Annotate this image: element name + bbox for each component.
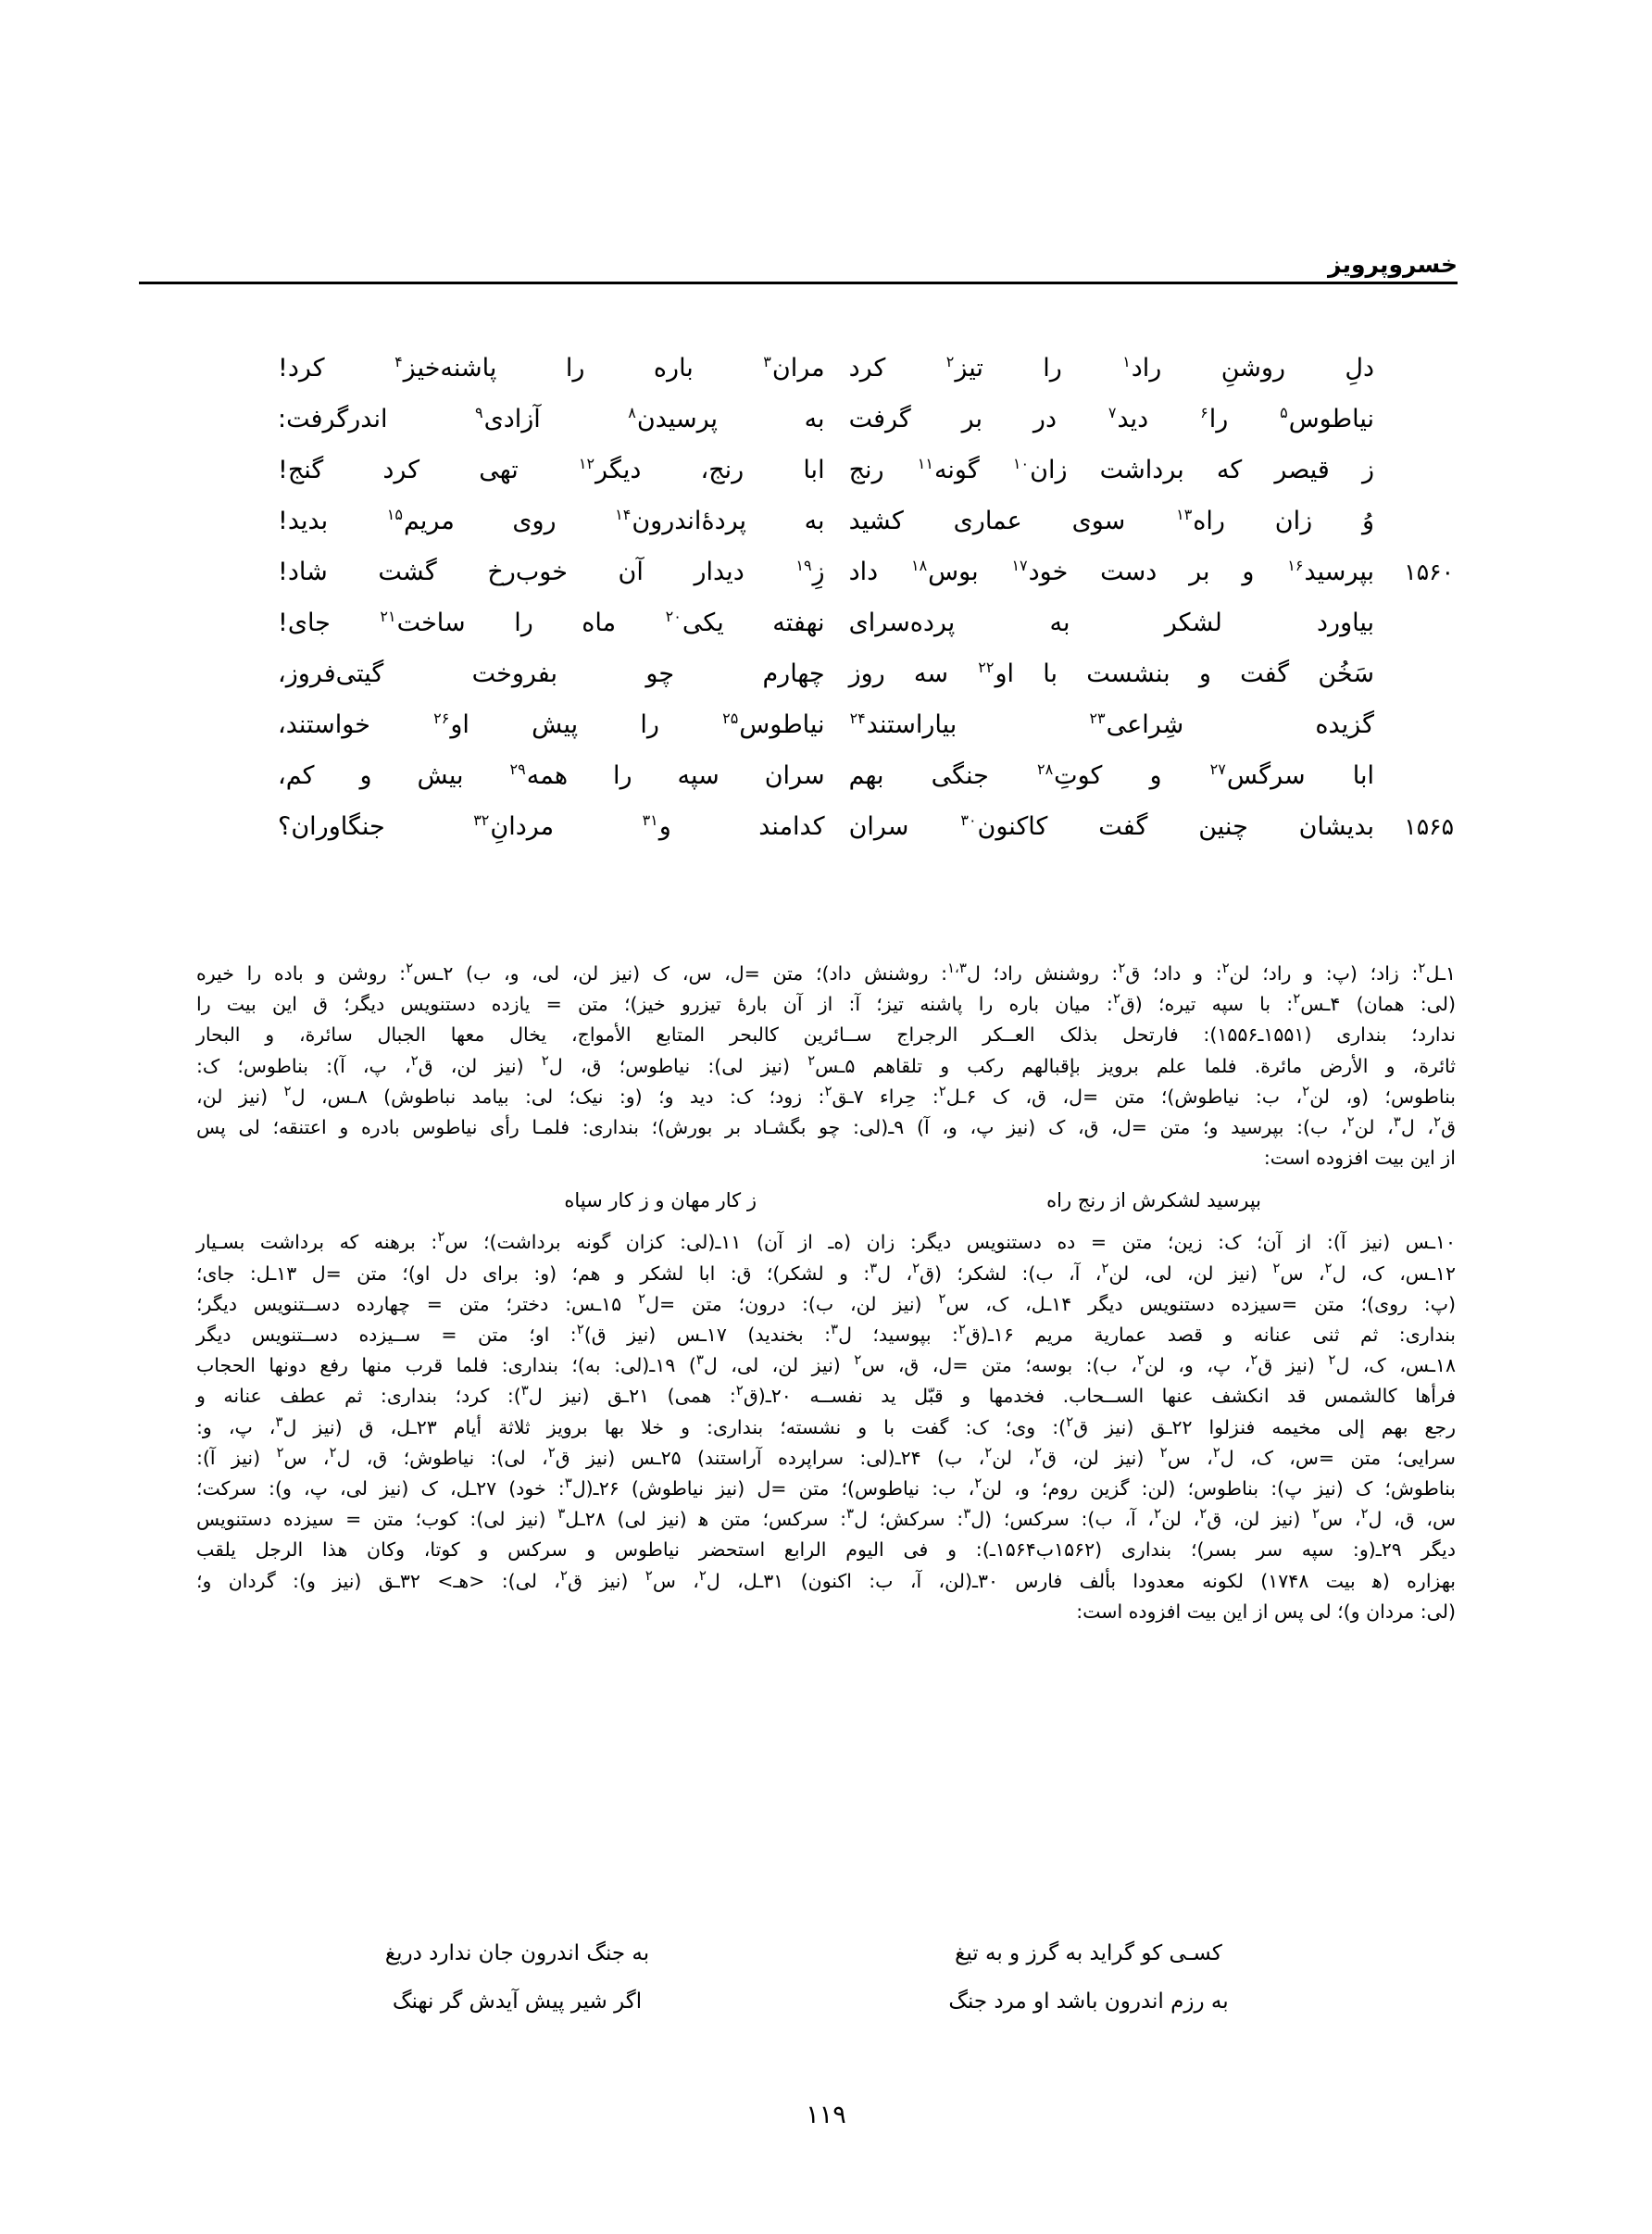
- apparatus-line: از این بیت افزوده است:: [1263, 1147, 1456, 1170]
- added-hemistich-right: به رزم اندرون باشد او مرد جنگ: [948, 1989, 1229, 2014]
- hemistich-right-text: بدیشان چنین گفت کاکنون$^{۳۰}$ سران: [848, 811, 1375, 841]
- apparatus-line: (لی: همان) ۴ـس$^۲$: با سپه تیره؛ (ق$^۲$: میان باره را پاشنه تیز؛ آ: از آن بارهٔ تیزرو خیز)؛ متن = یازده دستنویس دیگر؛ ق این بیت را: [196, 990, 1457, 1016]
- hemistich-right: [825, 761, 1374, 790]
- added-verse-row: [232, 1989, 1374, 2038]
- hemistich-right-text: نیاطوس$^۵$ را$^۶$ دید$^۷$ در بر گرفت: [848, 404, 1375, 433]
- hemistich-right-text: سَخُن گفت و بنشست با او$^{۲۲}$ سه روز: [848, 659, 1374, 688]
- verse-number: ۱۵۶۵: [1404, 813, 1454, 840]
- apparatus-line: ثائرة، و الأرض مائرة. فلما علم برویز بإقبالهم رکب و تلقاهم ۵ـس$^۲$ (نیز لی): نیاطوس؛ ق، ل$^۲$ (نیز لن، ق$^۲$، پ، آ): بناطوس؛ ک:: [196, 1051, 1456, 1077]
- hemistich-right: [825, 557, 1454, 586]
- running-head: [139, 252, 1458, 284]
- inset-hemistich-right: بپرسید لشکرش از رنج راه: [1046, 1189, 1261, 1212]
- apparatus-inset-couplet: [196, 1185, 1456, 1216]
- apparatus-line: ۱۰ـس (نیز آ): از آن؛ ک: زین؛ متن = ده دستنویس دیگر: زان (ه‌ـ از آن) ۱۱ـ(لی: کزان گونه برداشت)؛ س$^۲$: برهنه که برداشت بسـیار: [196, 1228, 1456, 1254]
- added-hemistich-left: اگر شیر پیش آیدش گر نهنگ: [392, 1989, 643, 2014]
- verse-row: [278, 811, 1454, 863]
- hemistich-right-text: بیاورد لشکر به پرده‌سرای: [848, 609, 1374, 637]
- hemistich-left: به پرسیدن$^۸$ آزادی$^۹$ اندرگرفت:: [278, 404, 825, 433]
- apparatus-line: دیگر ۲۹ـ(و: سپه سر بسر)؛ بنداری (۱۵۶۲ب۱۵۶۴ـ): و فی الیوم الرابع استحضر نیاطوس و سرکس و کوتا، وکان هذا الرجل یلقب: [196, 1538, 1457, 1562]
- hemistich-left: زِ$^{۱۹}$ دیدار آن خوب‌رخ گشت شاد!: [278, 557, 825, 586]
- hemistich-left: ابا رنج، دیگر$^{۱۲}$ تهی کرد گنج!: [278, 455, 825, 484]
- hemistich-left: نهفته یکی$^{۲۰}$ ماه را ساخت$^{۲۱}$ جای!: [278, 608, 825, 637]
- apparatus-line: بناطوس؛ (و، لن$^۲$، ب: نیاطوش)؛ متن =ل، ق، ک ۶ـل$^۲$: حِراء ۷ـق$^۲$: زود؛ ک: دید و؛ (و: نیک؛ لی: بیامد نباطوش) ۸ـس، ل$^۲$ (نیز لن،: [196, 1082, 1457, 1108]
- hemistich-left: چهارم چو بفروخت گیتی‌فروز،: [278, 659, 825, 688]
- hemistich-right: [825, 710, 1374, 739]
- hemistich-right: [825, 609, 1374, 637]
- verse-row: [278, 557, 1454, 609]
- running-head-title: خسروپرویز: [1328, 251, 1458, 278]
- apparatus-line: (لی: مردان و)؛ لی پس از این بیت افزوده است:: [1076, 1600, 1456, 1623]
- verse-number: ۱۵۶۰: [1404, 558, 1454, 585]
- hemistich-right-text: وُ زان راه$^{۱۳}$ سوی عماری کشید: [848, 506, 1374, 535]
- hemistich-right: [825, 811, 1454, 841]
- verse-row: [278, 405, 1374, 456]
- hemistich-left: به پردهٔ‌اندرون$^{۱۴}$ روی مریم$^{۱۵}$ بدید!: [278, 506, 825, 535]
- running-head-rule: [139, 282, 1458, 284]
- apparatus-line: ۱۸ـس، ک، ل$^۲$ (نیز ق$^۲$، پ، و، لن$^۲$، ب): بوسه؛ متن =ل، ق، س$^۲$ (نیز لن، لی، ل$^۳$) ۱۹ـ(لی: به)؛ بنداری: فلما قرب منها رفع دونها الحجاب: [196, 1351, 1457, 1377]
- apparatus-line: ندارد؛ بنداری (۱۵۵۱ـ۱۵۵۶): فارتحل بذلک العــکر الرجراج ســائرین کالبحر المتابع الأمواج، یخال معها الجبال سائرة، و البحار: [196, 1023, 1457, 1047]
- apparatus-line: ۱ـل$^۲$: زاد؛ (پ: و راد؛ لن$^۲$: و داد؛ ق$^۲$: روشنش راد؛ ل$^{۱،۳}$: روشنش داد)؛ متن =ل، س، ک (نیز لن، لی، و، ب) ۲ـس$^۲$: روشن و باده را خیره: [196, 960, 1457, 985]
- hemistich-right: [825, 456, 1374, 484]
- folio-number: ۱۱۹: [806, 2101, 846, 2129]
- apparatus-criticus: [196, 959, 1456, 1627]
- inset-hemistich-left: ز کار مهان و ز کار سپاه: [564, 1189, 757, 1212]
- verse-row: [278, 507, 1374, 558]
- apparatus-line: س، ق، ل$^۲$، س$^۲$ (نیز لن، ق$^۲$، لن$^۲$، آ، ب): سرکس؛ (ل$^۳$: سرکش؛ ل$^۳$: سرکس؛ متن ﻫ (نیز لی) ۲۸ـل$^۳$ (نیز لی): کوب؛ متن = سیزده دستنویس: [196, 1505, 1457, 1531]
- verse-row: [278, 609, 1374, 659]
- hemistich-right-text: ز قیصر که برداشت زان$^{۱۰}$ گونه$^{۱۱}$ رنج: [848, 455, 1374, 484]
- hemistich-right: [825, 354, 1374, 383]
- hemistich-right-text: دلِ روشنِ راد$^۱$ را تیز$^۲$ کرد: [848, 353, 1374, 383]
- verse-row: [278, 710, 1374, 761]
- hemistich-right-text: گزیده شِراعی$^{۲۳}$ بیاراستند$^{۲۴}$: [849, 709, 1374, 739]
- hemistich-right: [825, 507, 1374, 535]
- apparatus-line: ق$^۲$، ل$^۳$، لن$^۲$، ب): بپرسید و؛ متن =ل، ق، ک (نیز پ، و، آ) ۹ـ(لی: چو بگشـاد بر بورش)؛ بنداری: فلمـا رأی نیاطوس بادره و اعتنقه؛ لی پس: [196, 1113, 1456, 1139]
- hemistich-left: سران سپه را همه$^{۲۹}$ بیش و کم،: [278, 760, 825, 790]
- hemistich-right: [825, 659, 1374, 688]
- verse-row: [278, 456, 1374, 507]
- added-verses-block: [232, 1941, 1374, 2038]
- verse-block: [278, 353, 1454, 863]
- added-verse-row: [232, 1941, 1374, 1989]
- hemistich-left: مران$^۳$ باره را پاشنه‌خیز$^۴$ کرد!: [278, 353, 825, 383]
- hemistich-left: کدامند و$^{۳۱}$ مردانِ$^{۳۲}$ جنگاوران؟: [278, 811, 825, 841]
- hemistich-right: [825, 405, 1374, 433]
- apparatus-line: بناطوش؛ ک (نیز پ): بناطوس؛ (لن: گزین روم؛ و، لن$^۲$، ب: نیاطوس)؛ متن =ل (نیز نیاطوش) ۲۶ـ(ل$^۳$: خود) ۲۷ـل، ک (نیز لی، پ، و): سرکت؛: [196, 1475, 1456, 1500]
- apparatus-line: بهزاره (ﻫ بیت ۱۷۴۸) لکونه معدودا بألف فارس ۳۰ـ(لن، آ، ب: اکنون) ۳۱ـل، ل$^۲$، س$^۲$ (نیز ق$^۲$، لی): <هـ> ۳۲ـق (نیز و): گردان و؛: [196, 1566, 1456, 1592]
- hemistich-left: نیاطوس$^{۲۵}$ را پیش او$^{۲۶}$ خواستند،: [278, 709, 825, 739]
- hemistich-right-text: ابا سرگس$^{۲۷}$ و کوتِ$^{۲۸}$ جنگی بهم: [848, 760, 1374, 790]
- apparatus-line: فرأها کالشمس قد انکشف عنها الســحاب. فخدمها و قبّل ید نفســه ۲۰ـ(ق$^۲$: همی) ۲۱ـق (نیز ل$^۳$): کرد؛ بنداری: ثم عطف عنانه و: [196, 1382, 1456, 1408]
- apparatus-line: بنداری: ثم ثنی عنانه و قصد عماریة مریم ۱۶ـ(ق$^۲$: بپوسید؛ ل$^۳$: بخندید) ۱۷ـس (نیز ق)$^۲$: او؛ متن = ســیزده دســتنویس دیگر: [196, 1321, 1456, 1347]
- verse-row: [278, 761, 1374, 812]
- added-hemistich-right: کسـی کو گراید به گرز و به تیغ: [955, 1941, 1222, 1965]
- apparatus-line: ۱۲ـس، ک، ل$^۲$، س$^۲$ (نیز لن، لی، لن$^۲$، آ، ب): لشکر؛ (ق$^۲$، ل$^۳$: و لشکر)؛ ق: ابا لشکر و هم؛ (و: برای دل او)؛ متن =ل ۱۳ـل: جای؛: [196, 1259, 1456, 1285]
- apparatus-line: رجع بهم إلی مخیمه فنزلوا ۲۲ـق (نیز ق$^۲$): وی؛ ک: گفت با و نشسته؛ بنداری: و خلا بها برویز ثلاثة أیام ۲۳ـل، ق (نیز ل$^۳$، پ، و:: [196, 1412, 1456, 1438]
- apparatus-line: سرایی؛ متن =س، ک، ل$^۲$، س$^۲$ (نیز لن، ق$^۲$، لن$^۲$، ب) ۲۴ـ(لی: سراپرده آراستند) ۲۵ـس (نیز ق$^۲$، لی): نیاطوش؛ ق، ل$^۲$، س$^۲$ (نیز آ):: [196, 1444, 1456, 1469]
- hemistich-right-text: بپرسید$^{۱۶}$ و بر دست خود$^{۱۷}$ بوس$^{۱۸}$ داد: [848, 557, 1374, 586]
- apparatus-line: (پ: روی)؛ متن =سیزده دستنویس دیگر ۱۴ـل، ک، س$^۲$ (نیز لن، ب): درون؛ متن =ل$^۲$ ۱۵ـس: دختر؛ متن = چهارده دســتنویس دیگر؛: [196, 1290, 1456, 1315]
- added-hemistich-left: به جنگ اندرون جان ندارد دریغ: [384, 1941, 650, 1965]
- verse-row: [278, 659, 1374, 710]
- verse-row: [278, 354, 1374, 405]
